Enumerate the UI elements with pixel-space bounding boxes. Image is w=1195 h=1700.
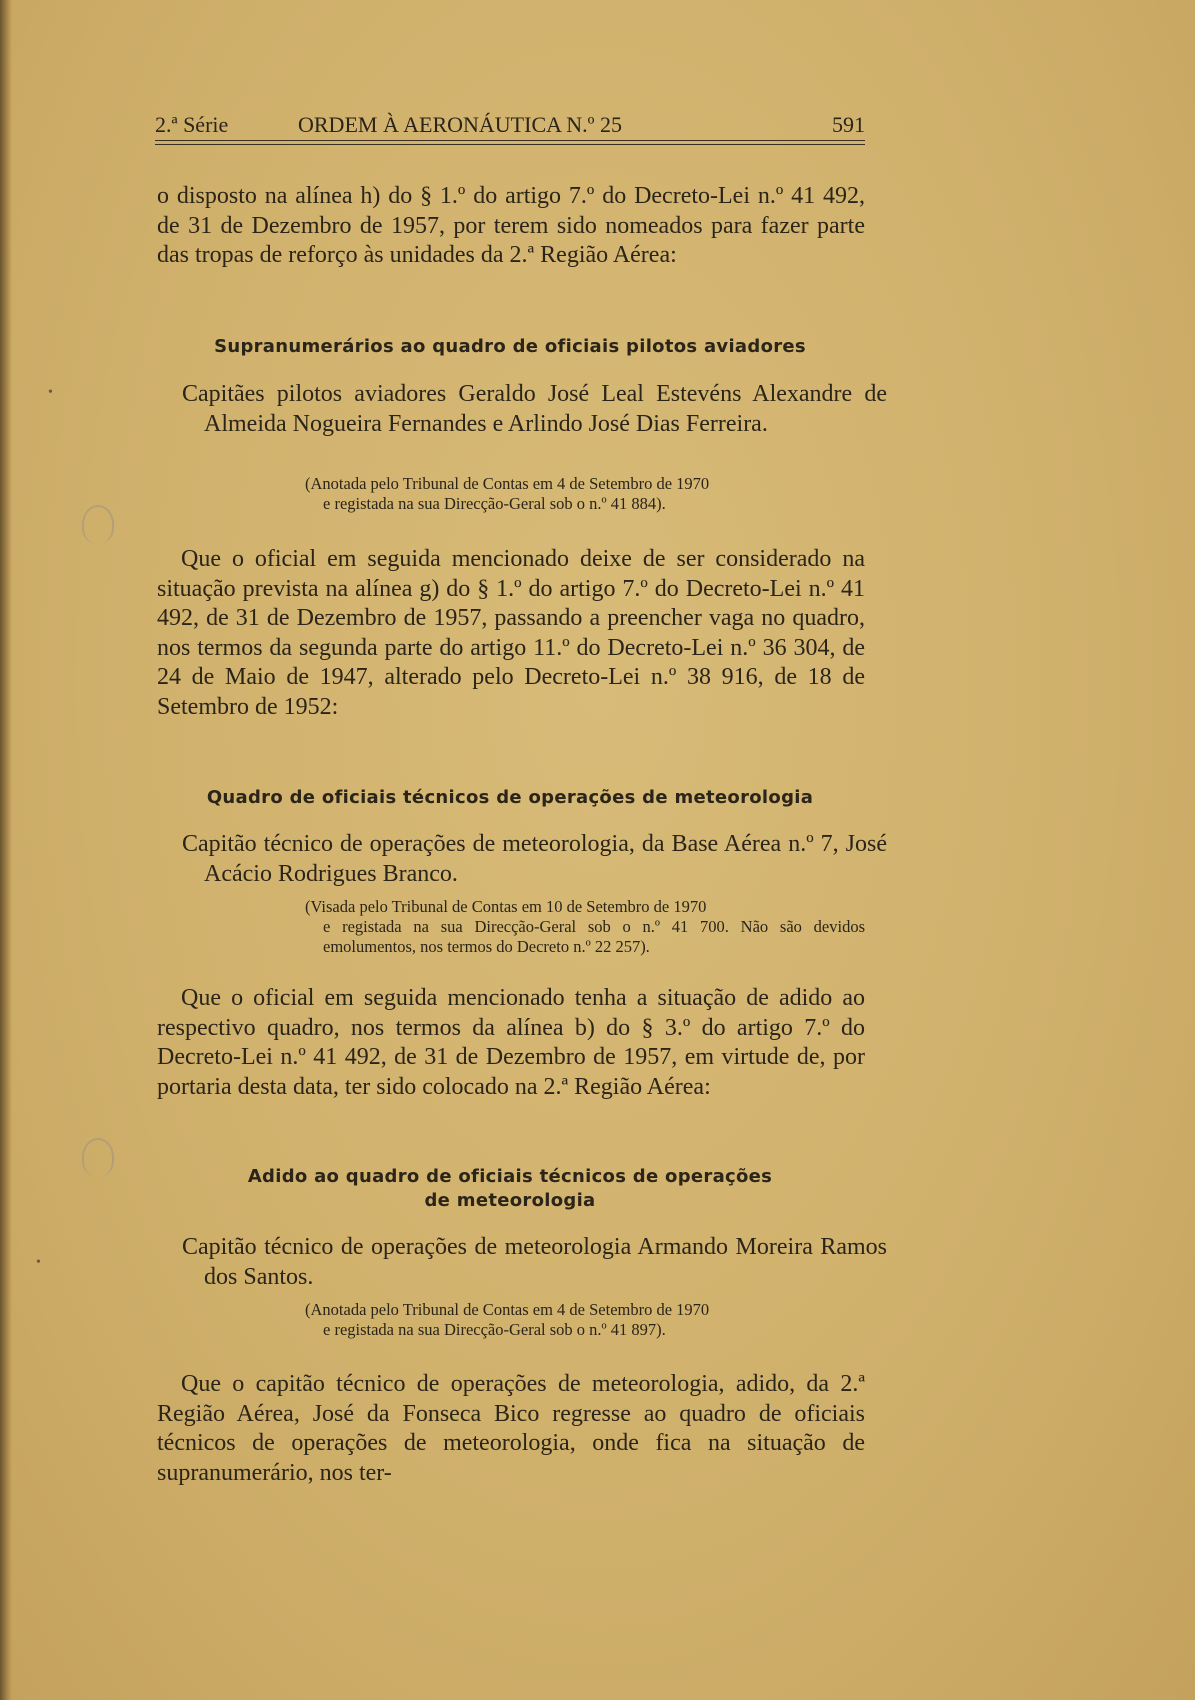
- heading-line: de meteorologia: [424, 1190, 596, 1211]
- binder-hole-mark: [82, 1138, 114, 1176]
- margin-speck: •: [36, 1255, 41, 1270]
- note-line: (Visada pelo Tribunal de Contas em 10 de Setembro de 1970: [305, 897, 707, 916]
- note-line: e registada na sua Direcção-Geral sob o n.º 41 897).: [323, 1320, 666, 1339]
- body-paragraph: Que o oficial em seguida mencionado deixe de ser considerado na situação prevista na alínea g) do § 1.º do artigo 7.º do Decreto-Lei n.º 41 492, de 31 de Dezembro de 1957, passando a preencher vaga no quadro, nos termos da segunda parte do artigo 11.º do Decreto-Lei n.º 36 304, de 24 de Maio de 1947, alterado pelo Decreto-Lei n.º 38 916, de 18 de Setembro de 1952:: [157, 546, 865, 720]
- publication-title: ORDEM À AERONÁUTICA N.º 25: [298, 112, 622, 137]
- header-rule: [155, 140, 865, 141]
- heading-line: Adido ao quadro de oficiais técnicos de operações: [247, 1166, 773, 1187]
- section-entry: Capitão técnico de operações de meteorologia, da Base Aérea n.º 7, José Acácio Rodrigues Branco.: [182, 831, 887, 887]
- section-heading: [155, 1165, 865, 1213]
- margin-speck: •: [48, 385, 53, 400]
- note-line: (Anotada pelo Tribunal de Contas em 4 de Setembro de 1970: [305, 474, 710, 493]
- note-line: e registada na sua Direcção-Geral sob o n.º 41 700. Não são devidos emolumentos, nos termos do Decreto n.º 22 257).: [323, 917, 865, 956]
- running-header: [155, 112, 865, 142]
- body-paragraph: Que o capitão técnico de operações de meteorologia, adido, da 2.ª Região Aérea, José da Fonseca Bico regresse ao quadro de oficiais técnicos de operações de meteorologia, onde fica na situação de supranumerário, nos ter-: [157, 1371, 865, 1486]
- intro-paragraph: o disposto na alínea h) do § 1.º do artigo 7.º do Decreto-Lei n.º 41 492, de 31 de Dezembro de 1957, por terem sido nomeados para fazer parte das tropas de reforço às unidades da 2.ª Região Aérea:: [157, 183, 865, 268]
- binder-hole-mark: [82, 505, 114, 543]
- page-number: 591: [832, 112, 865, 137]
- series-label: 2.ª Série: [155, 112, 229, 137]
- header-rule: [155, 144, 865, 145]
- note-line: e registada na sua Direcção-Geral sob o n.º 41 884).: [323, 494, 666, 513]
- page-edge-shadow: [0, 0, 12, 1700]
- registration-note: [305, 474, 865, 514]
- registration-note: [305, 897, 865, 957]
- body-paragraph: Que o oficial em seguida mencionado tenha a situação de adido ao respectivo quadro, nos termos da alínea b) do § 3.º do artigo 7.º do Decreto-Lei n.º 41 492, de 31 de Dezembro de 1957, em virtude de, por portaria desta data, ter sido colocado na 2.ª Região Aérea:: [157, 985, 865, 1100]
- section-heading: Supranumerários ao quadro de oficiais pilotos aviadores: [214, 336, 806, 357]
- section-entry: Capitães pilotos aviadores Geraldo José Leal Estevéns Alexandre de Almeida Nogueira Fernandes e Arlindo José Dias Ferreira.: [182, 381, 887, 437]
- note-line: (Anotada pelo Tribunal de Contas em 4 de Setembro de 1970: [305, 1300, 710, 1319]
- section-heading: Quadro de oficiais técnicos de operações de meteorologia: [206, 787, 814, 808]
- registration-note: [305, 1300, 865, 1340]
- section-entry: Capitão técnico de operações de meteorologia Armando Moreira Ramos dos Santos.: [182, 1234, 887, 1290]
